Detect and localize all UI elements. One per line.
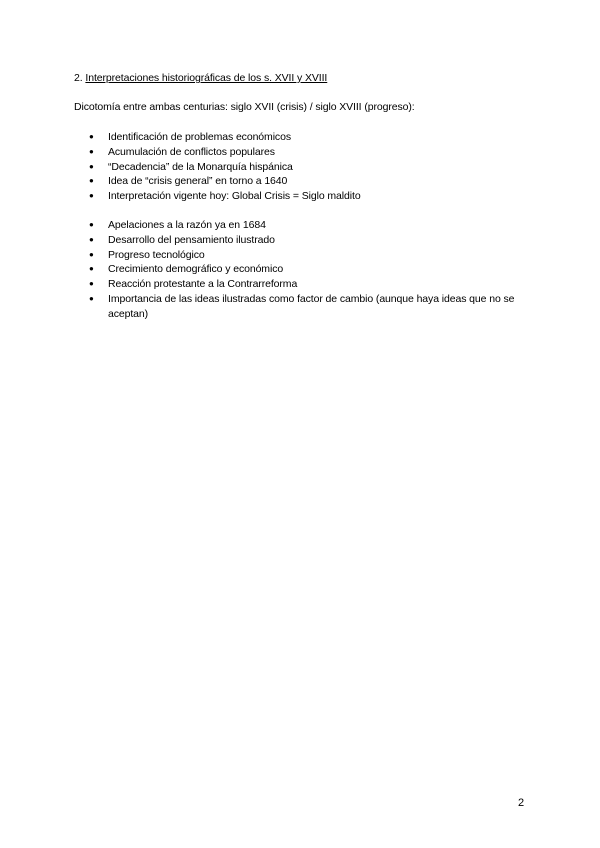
list-item-text: Acumulación de conflictos populares [108, 145, 275, 158]
bullet-list-crisis [0, 130, 528, 204]
bullet-icon: ● [89, 249, 94, 259]
bullet-icon: ● [89, 191, 94, 201]
bullet-icon: ● [89, 146, 94, 156]
bullet-icon: ● [89, 132, 94, 141]
section-number: 2. [74, 72, 83, 84]
list-item-text: Desarrollo del pensamiento ilustrado [108, 233, 275, 246]
list-item-text: Progreso tecnológico [108, 248, 205, 261]
list-item-text: Idea de “crisis general” en torno a 1640 [108, 175, 288, 188]
bullet-icon: ● [89, 234, 94, 244]
list-item [0, 189, 528, 204]
list-item [0, 248, 528, 263]
list-item [0, 292, 528, 322]
list-item-text: Importancia de las ideas ilustradas como factor de cambio (aunque haya ideas que no se aceptan) [108, 292, 515, 320]
list-item [0, 233, 528, 248]
list-item [0, 160, 528, 175]
section-heading [74, 72, 327, 84]
list-item-text: Interpretación vigente hoy: Global Crisis = Siglo maldito [108, 190, 361, 203]
list-item-text: Crecimiento demográfico y económico [108, 263, 284, 276]
list-item [0, 262, 528, 277]
list-item [0, 174, 528, 189]
list-item-text: Apelaciones a la razón ya en 1684 [108, 219, 266, 231]
bullet-list-progress [0, 218, 528, 322]
bullet-icon: ● [89, 176, 94, 186]
list-item [0, 145, 528, 160]
list-item-text: “Decadencia” de la Monarquía hispánica [108, 160, 293, 173]
bullet-icon: ● [89, 279, 94, 289]
list-item-text: Reacción protestante a la Contrarreforma [108, 278, 298, 291]
list-item-text: Identificación de problemas económicos [108, 131, 291, 143]
bullet-icon: ● [89, 293, 94, 303]
bullet-icon: ● [89, 161, 94, 171]
list-item [0, 130, 528, 145]
bullet-icon: ● [89, 264, 94, 274]
list-item [0, 277, 528, 292]
intro-paragraph: Dicotomía entre ambas centurias: siglo XVII (crisis) / siglo XVIII (progreso): [74, 101, 415, 113]
list-item [0, 218, 528, 233]
bullet-icon: ● [89, 220, 94, 229]
page-number: 2 [518, 797, 525, 809]
section-title: Interpretaciones historiográficas de los s. XVII y XVIII [85, 72, 328, 84]
